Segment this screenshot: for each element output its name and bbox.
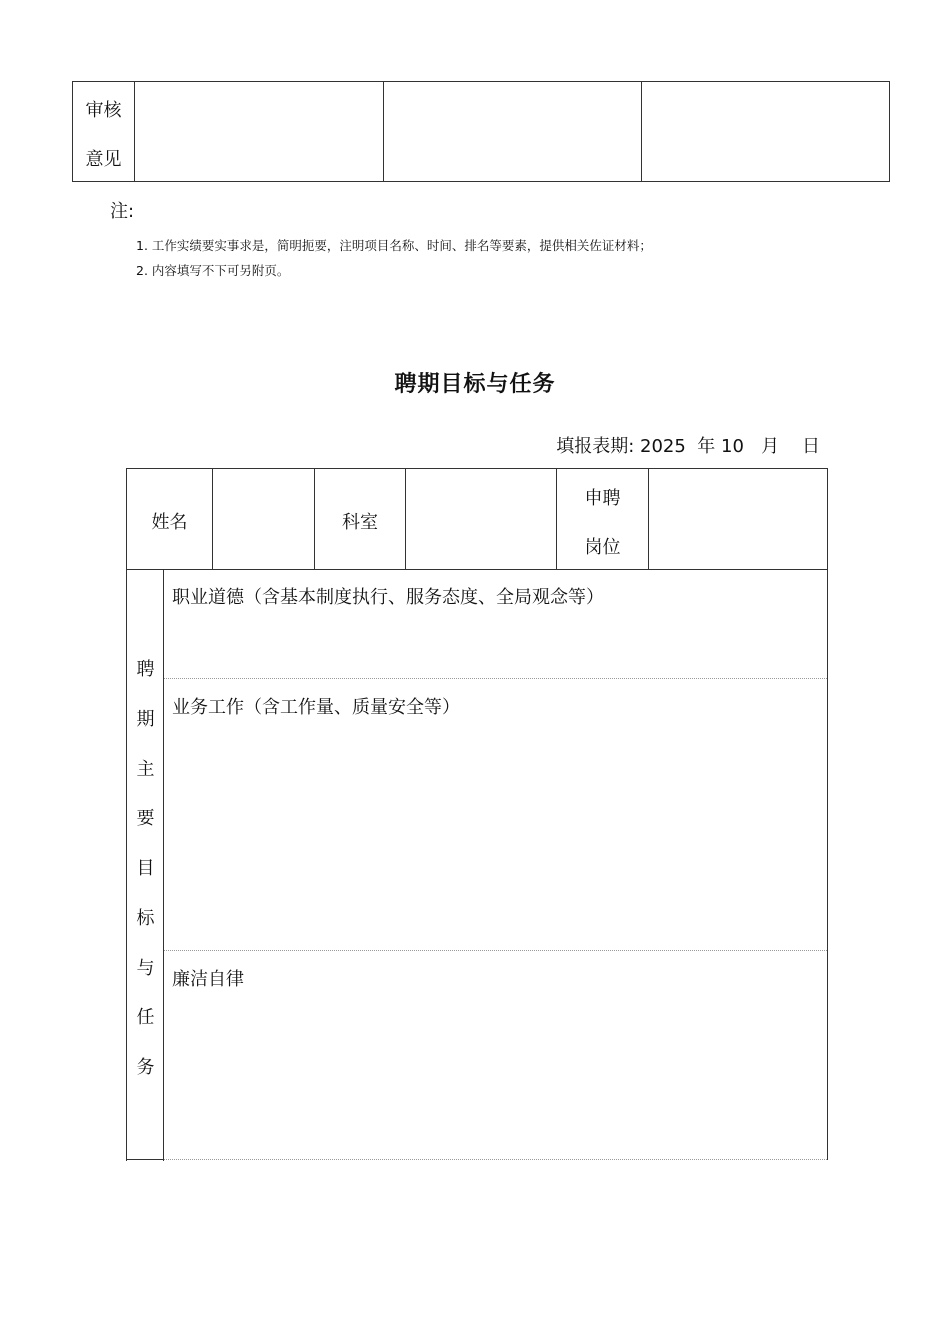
date-month-unit: 月	[761, 436, 780, 457]
review-cell-3[interactable]	[642, 82, 889, 181]
section-professional-ethics[interactable]	[164, 570, 827, 678]
notes-title: 注:	[110, 201, 135, 222]
position-field[interactable]	[649, 469, 827, 569]
date-year: 2025	[640, 436, 686, 457]
side-char: 务	[136, 1057, 155, 1078]
section-integrity[interactable]	[164, 951, 827, 1159]
section-heading: 职业道德（含基本制度执行、服务态度、全局观念等）	[172, 587, 604, 608]
date-day-unit: 日	[802, 436, 820, 457]
name-field[interactable]	[213, 469, 314, 569]
name-label: 姓名	[151, 512, 188, 533]
fill-date-row	[556, 432, 820, 458]
section-heading: 业务工作（含工作量、质量安全等）	[172, 697, 460, 718]
side-char: 要	[136, 808, 155, 829]
side-char: 任	[136, 1007, 155, 1028]
review-cell-1[interactable]	[135, 82, 383, 181]
section-business-work[interactable]	[164, 679, 827, 950]
side-char: 标	[136, 908, 155, 929]
note-item: 1. 工作实绩要实事求是，简明扼要，注明项目名称、时间、排名等要素，提供相关佐证材料；	[136, 238, 652, 253]
side-char: 聘	[136, 659, 155, 680]
side-char: 目	[136, 858, 155, 879]
section-heading: 廉洁自律	[172, 969, 244, 990]
date-year-unit: 年	[697, 436, 716, 457]
review-label-line1: 审核	[85, 100, 122, 121]
form-title: 聘期目标与任务	[394, 372, 556, 397]
review-opinion-label	[72, 81, 135, 182]
position-label-line1: 申聘	[584, 488, 621, 509]
review-cell-2[interactable]	[384, 82, 641, 181]
note-item: 2. 内容填写不下可另附页。	[136, 263, 290, 278]
review-label-line2: 意见	[85, 149, 122, 170]
side-char: 期	[136, 709, 155, 730]
date-month: 10	[721, 436, 744, 457]
dept-field[interactable]	[406, 469, 556, 569]
side-char: 主	[136, 759, 155, 780]
side-char: 与	[136, 958, 155, 979]
position-label-line2: 岗位	[584, 537, 621, 558]
date-label: 填报表期:	[556, 436, 635, 457]
dept-label: 科室	[342, 512, 378, 533]
